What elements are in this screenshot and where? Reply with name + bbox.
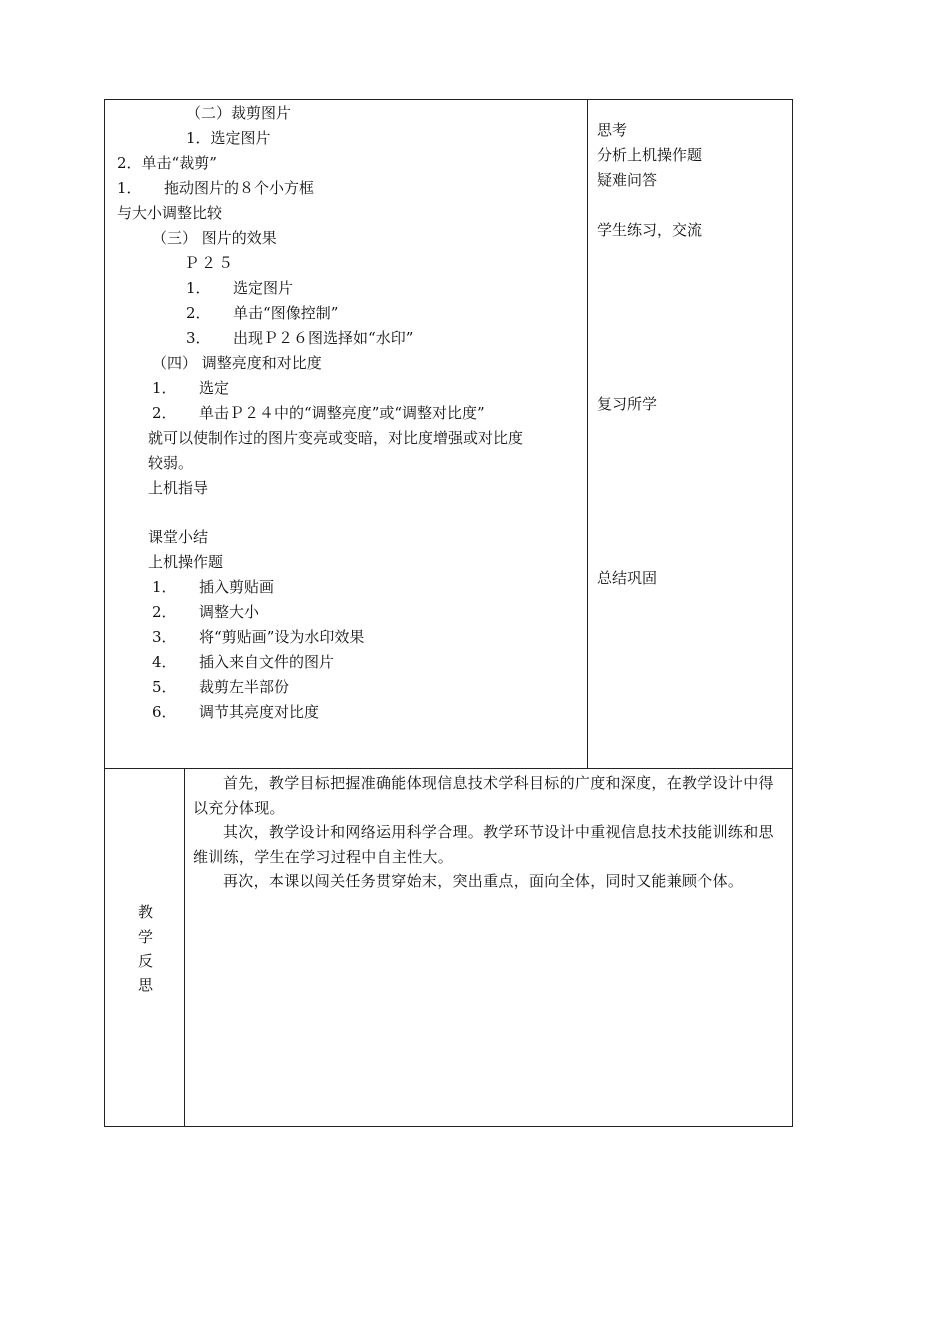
process-line: 就可以使制作过的图片变亮或变暗，对比度增强或对比度: [148, 429, 524, 447]
process-line: 2． 单击“图像控制”: [186, 304, 339, 322]
reflection-label-char: 学: [138, 928, 154, 946]
process-line: 上机指导: [148, 479, 209, 497]
label-column-divider: [184, 768, 185, 1127]
activity-line: 思考: [597, 121, 628, 139]
process-line: 6． 调节其亮度对比度: [152, 703, 320, 721]
activity-line: 总结巩固: [597, 569, 658, 587]
activity-line: 学生练习，交流: [597, 221, 703, 239]
column-divider: [587, 99, 588, 768]
reflection-paragraph: 再次，本课以闯关任务贯穿始末，突出重点，面向全体，同时又能兼顾个体。: [223, 872, 744, 890]
process-line: 1． 选定图片: [186, 279, 294, 297]
process-line: 较弱。: [148, 454, 194, 472]
process-line: 与大小调整比较: [117, 204, 223, 222]
process-line: Ｐ２５: [184, 254, 236, 272]
process-line: 1． 选定: [152, 379, 230, 397]
process-line: （二）裁剪图片: [186, 104, 292, 122]
process-line: 5． 裁剪左半部份: [152, 678, 290, 696]
reflection-paragraph: 首先，教学目标把握准确能体现信息技术学科目标的广度和深度，在教学设计中得以充分体现。: [193, 774, 774, 817]
activity-line: 疑难问答: [597, 171, 658, 189]
reflection-label-char: 教: [138, 903, 154, 921]
process-line: 1．选定图片: [186, 129, 271, 147]
reflection-label-char: 反: [138, 952, 154, 970]
process-line: 2．单击“裁剪”: [117, 154, 217, 172]
process-line: 课堂小结: [148, 528, 209, 546]
reflection-label-char: 思: [138, 976, 154, 994]
process-line: 1． 拖动图片的８个小方框: [117, 179, 315, 197]
process-line: 2． 单击Ｐ２４中的“调整亮度”或“调整对比度”: [152, 404, 485, 422]
process-line: （三） 图片的效果: [152, 229, 277, 247]
reflection-paragraph: 其次，教学设计和网络运用科学合理。教学环节设计中重视信息技术技能训练和思维训练，学生在学习过程中自主性大。: [193, 823, 774, 866]
process-line: 3． 将“剪贴画”设为水印效果: [152, 628, 365, 646]
process-line: 2． 调整大小: [152, 603, 260, 621]
activity-line: 分析上机操作题: [597, 146, 703, 164]
process-line: 3． 出现Ｐ２６图选择如“水印”: [186, 329, 414, 347]
process-line: 1． 插入剪贴画: [152, 578, 275, 596]
process-line: 4． 插入来自文件的图片: [152, 653, 335, 671]
activity-line: 复习所学: [597, 395, 658, 413]
process-line: （四） 调整亮度和对比度: [152, 354, 322, 372]
process-line: 上机操作题: [148, 553, 224, 571]
row-divider: [104, 768, 793, 769]
